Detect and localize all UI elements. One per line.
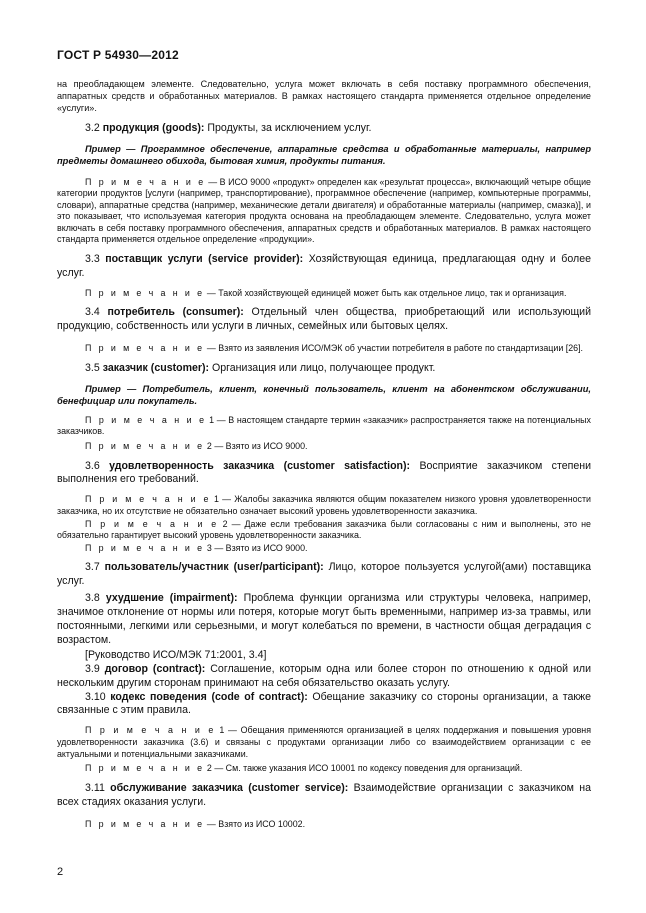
term-3-7: 3.7 пользователь/участник (user/participant): Лицо, которое пользуется услугой(ами) поставщика услуг. [57,561,591,588]
term-3-5: 3.5 заказчик (customer): Организация или лицо, получающее продукт. [85,361,436,374]
example-3-5: Пример — Потребитель, клиент, конечный пользователь, клиент на абонентском обслуживании, бенефициар или покупатель. [57,383,591,407]
note-3-4: П р и м е ч а н и е — Взято из заявления ИСО/МЭК об участии потребителя в работе по стандартизации [26]. [85,343,584,354]
term-3-11: 3.11 обслуживание заказчика (customer service): Взаимодействие организации с заказчиком на всех стадиях оказания услуги. [57,781,591,808]
note-3-10-2: П р и м е ч а н и е 2 — См. также указания ИСО 10001 по кодексу поведения для организаций. [85,763,523,774]
document-header: ГОСТ Р 54930—2012 [57,48,179,62]
page-number: 2 [57,866,64,878]
note-3-11: П р и м е ч а н и е — Взято из ИСО 10002. [85,818,306,829]
note-3-6-3: П р и м е ч а н и е 3 — Взято из ИСО 9000. [85,542,308,553]
note-3-2: П р и м е ч а н и е — В ИСО 9000 «продукт» определен как «результат процесса», включающий четыре общие категории продуктов [услуги (например, транспортирование), программное обеспечение (например, компьютерные программы, словари), аппаратные средства (например, механические детали двигателя) и обработанные материалы (например, смазка)], и это показывает, что используемая категория продукта основана на преобладающем элементе. Следовательно, услуга может включать в себя поставку программного обеспечения, аппаратных средств и обработанных материалов. В рамках настоящего стандарта применяется отдельное определение «продукции». [57,176,591,245]
document-body [57,78,591,830]
note-3-6-2: П р и м е ч а н и е 2 — Даже если требования заказчика были согласованы с ним и выполнены, это не обязательно гарантирует высокий уровень удовлетворенности заказчика. [57,518,591,541]
note-3-10-1: П р и м е ч а н и е 1 — Обещания применяются организацией в целях поддержания и повышения уровня удовлетворенности заказчика (3.6) и связаны с продуктами организации либо со взаимодействием организации с ее актуальными и потенциальными заказчиками. [57,725,591,759]
example-3-2: Пример — Программное обеспечение, аппаратные средства и обработанные материалы, например предметы домашнего обихода, бытовая химия, продукты питания. [57,143,591,167]
intro-paragraph: на преобладающем элементе. Следовательно, услуга может включать в себя поставку программного обеспечения, аппаратных средств и обработанных материалов. В рамках настоящего стандарта применяется отдельное определение «услуги». [57,79,591,114]
term-3-2: 3.2 продукция (goods): Продукты, за исключением услуг. [85,121,372,134]
term-3-10: 3.10 кодекс поведения (code of contract): Обещание заказчику со стороны организации, а также связанные с этим правила. [57,690,591,717]
note-3-3: П р и м е ч а н и е — Такой хозяйствующей единицей может быть как отдельное лицо, так и организация. [85,287,567,298]
term-3-6: 3.6 удовлетворенность заказчика (customer satisfaction): Восприятие заказчиком степени выполнения его требований. [57,459,591,486]
term-3-3: 3.3 поставщик услуги (service provider): Хозяйствующая единица, предлагающая одну и более услуг. [57,253,591,279]
term-3-8: 3.8 ухудшение (impairment): Проблема функции организма или структуры человека, например, значимое отклонение от нормы или потеря, которые могут быть временными, например из-за травмы, или постоянными, легкими или серьезными, и могут колебаться по времени, в частности общая деградация с возрастом. [57,592,591,646]
term-3-4: 3.4 потребитель (consumer): Отдельный член общества, приобретающий или использующий продукцию, собственность или услуги в личных, семейных или бытовых целях. [57,306,592,333]
note-3-6-1: П р и м е ч а н и е 1 — Жалобы заказчика являются общим показателем низкого уровня удовлетворенности заказчика, но их отсутствие не обязательно означает высокий уровень удовлетворенности заказчика. [57,494,591,516]
note-3-5-1: П р и м е ч а н и е 1 — В настоящем стандарте термин «заказчик» распространяется также на потенциальных заказчиков. [57,414,591,437]
ref-3-8: [Руководство ИСО/МЭК 71:2001, 3.4] [85,648,267,661]
term-3-9: 3.9 договор (contract): Соглашение, которым одна или более сторон по отношению к одной или нескольким другим сторонам принимают на себя обязательство оказать услугу. [57,662,591,689]
note-3-5-2: П р и м е ч а н и е 2 — Взято из ИСО 9000. [85,440,308,451]
